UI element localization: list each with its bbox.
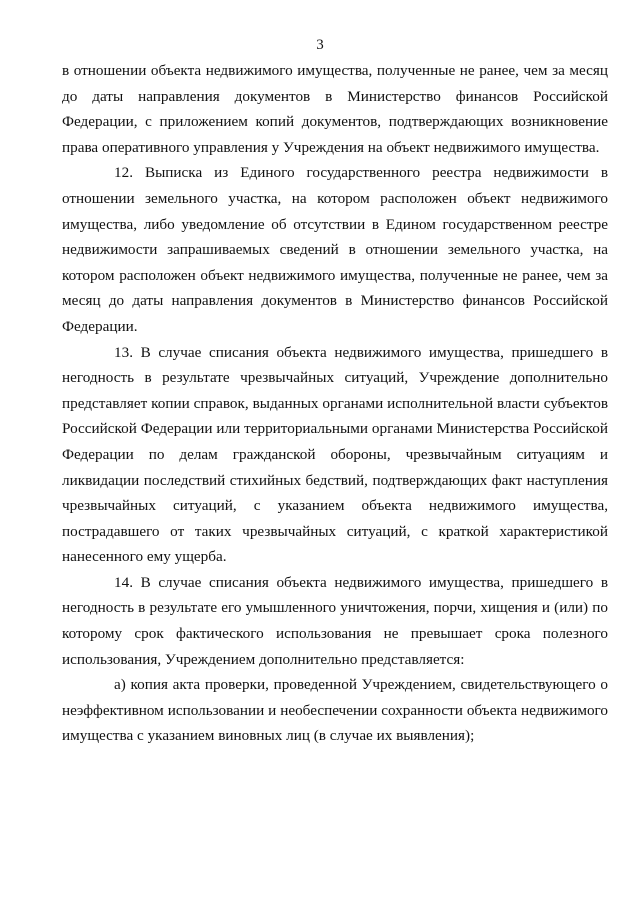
paragraph-14: 14. В случае списания объекта недвижимого имущества, пришедшего в негодность в результате его умышленного уничтожения, порчи, хищения и (или) по которому срок фактического использования не превышает срока полезного использования, Учреждением дополнительно представляется: bbox=[62, 573, 608, 668]
paragraph-14-a: а) копия акта проверки, проведенной Учреждением, свидетельствующего о неэффективном использовании и необеспечении сохранности объекта недвижимого имущества с указанием виновных лиц (в случае их выявления); bbox=[62, 676, 608, 745]
paragraph-continuation: в отношении объекта недвижимого имущества, полученные не ранее, чем за месяц до даты направления документов в Министерство финансов Российской Федерации, с приложением копий документов, подтверждающих возникновение права оперативного управления у Учреждения на объект недвижимого имущества. bbox=[62, 62, 608, 156]
document-body bbox=[62, 58, 608, 749]
page-number: 3 bbox=[316, 37, 324, 53]
paragraph-12: 12. Выписка из Единого государственного реестра недвижимости в отношении земельного участка, на котором расположен объект недвижимого имущества, либо уведомление об отсутствии в Едином государственном реестре недвижимости запрашиваемых сведений в отношении земельного участка, на котором расположен объект недвижимого имущества, полученные не ранее, чем за месяц до даты направления документов в Министерство финансов Российской Федерации. bbox=[62, 164, 608, 335]
paragraph-13: 13. В случае списания объекта недвижимого имущества, пришедшего в негодность в результате чрезвычайных ситуаций, Учреждение дополнительно представляет копии справок, выданных органами исполнительной власти субъектов Российской Федерации или территориальными органами Министерства Российской Федерации по делам гражданской обороны, чрезвычайным ситуациям и ликвидации последствий стихийных бедствий, подтверждающих факт наступления чрезвычайных ситуаций, с указанием объекта недвижимого имущества, пострадавшего от таких чрезвычайных ситуаций, с краткой характеристикой нанесенного ему ущерба. bbox=[62, 343, 608, 566]
